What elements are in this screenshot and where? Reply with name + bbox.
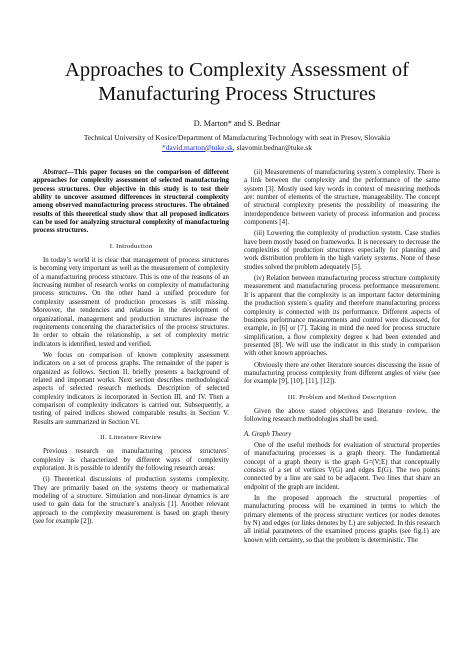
right-column (244, 168, 440, 547)
email-rest: , slavomir.bednar@tuke.sk (232, 142, 312, 152)
affiliation: Technical University of Kosice/Department of Manufacturing Technology with seat in Presov, Slovakia (83, 133, 391, 142)
paragraph: In today’s world it is clear that management of process structures is becoming very important as well as the measurement of complexity of a manufacturing process structure. This is one of the reasons of an increasing number of research works on complexity of manufacturing process structures. On the other hand a unified procedure for complexity assessment of production processes is still missing. Moreover, the tendencies and relations in the development of organizational, management and production structures increase the requirements concerning the characteristics of the process structures. In order to obtain the relationship, a set of complexity metric indicators is identified, tested and verified. (33, 256, 229, 348)
section-heading-method: III. Problem and Method Description (287, 393, 397, 401)
paper-title: Approaches to Complexity Assessment of Manufacturing Process Structures (65, 59, 409, 105)
paragraph: (iv) Relation between manufacturing process structure complexity measurement and manufacturing process performance measurement. It is apparent that the complexity is an important factor determining the production system`s quality and therefore manufacturing process complexity is connected with its performance. Different aspects of business performance measurements and control were discussed, for example, in [6] or [7]. Taking in mind the need for process structure simplification, a flow complexity degree κ had been extended and presented [8]. We will use the indicator in this study in comparison with other known approaches. (244, 274, 440, 358)
abstract-text: —This paper focuses on the comparison of different approaches for complexity assessment of selected manufacturing process structures. Our objective in this study is to test their ability to uncover assumed differences in structural complexity among observed manufacturing process structures. The obtained results of this theoretical study show that all proposed indicators can be used for analyzing structural complexity of manufacturing process structures. (33, 168, 229, 235)
emails (20, 143, 454, 153)
left-column (33, 168, 229, 528)
affiliation-block (20, 133, 454, 152)
paragraph: Previous research on manufacturing process structures` complexity is characterized by different ways of complexity exploration. It is possible to identify the following research areas: (33, 447, 229, 472)
authors: D. Marton* and S. Bednar (193, 119, 281, 128)
paragraph: Given the above stated objectives and literature review, the following research methodologies shall be used. (244, 406, 440, 424)
paragraph: (iii) Lowering the complexity of production system. Case studies have been mostly based on frameworks. It is necessary to decrease the complexities of production structures especially for planning and work distribution problem in the high variety systems. None of these studies solved the problem adequately [5]. (244, 229, 440, 271)
abstract (33, 168, 229, 235)
paragraph: In the proposed approach the structural properties of manufacturing process will be examined in terms to which the primary elements of the process structure: vertices (or nodes denotes by N) and edges (or links denotes by L) are subjected. In this research all initial parameters of the examined process graphs (see fig.1) are known with certainty, so that the problem is deterministic. The (244, 494, 440, 544)
paragraph: One of the useful methods for evaluation of structural properties of manufacturing processes is a graph theory. The fundamental concept of a graph theory is the graph G=(V;E) that conceptually consists of a set of vertices V(G) and edges E(G). The two points connected by a line are said to be adjacent. Two lines that share an endpoint of the graph are incident. (244, 440, 440, 491)
paragraph: (ii) Measurements of manufacturing system`s complexity. There is a link between the complexity and the performance of the same system [3]. Mostly used key words in context of measuring methods are: number of elements of the structure, manageability. The concept of structural complexity presents the possibility of measuring the interdependence between variety of process information and process components [4]. (244, 168, 440, 227)
paragraph: (i) Theoretical discussions of production systems complexity. They are primarily based on the systems theory or mathematical modeling of a structure. Simulation and non-linear dynamics is are used to gain data for the structure`s analysis [1]. Another relevant approach to the complexity measurement is based on graph theory (see for example [2]). (33, 475, 229, 526)
abstract-label: Abstract (43, 168, 67, 176)
email-link[interactable]: *david.marton@tuke.sk (162, 142, 233, 152)
paragraph: Obviously there are other literature sources discussing the issue of manufacturing process complexity from different angles of view (see for example [9], [10], [11], [12]). (244, 360, 440, 386)
paragraph: We focus on comparison of known complexity assessment indicators on a set of process graphs. The remainder of the paper is organized as follows. Section II. briefly presents a background of related and important works. Next section describes methodological aspects of selected research methods. Description of selected complexity indicators is incorporated in Section III. and IV. Then a comparison of complexity indicators is carried out. Subsequently, a testing of paired indices showed comparable results in Section V. Results are summarized in Section VI. (33, 350, 229, 426)
section-heading-literature-review: II. Literature Review (100, 433, 162, 441)
subsection-heading-graph-theory: A. Graph Theory (244, 429, 292, 438)
section-heading-introduction: I. Introduction (109, 242, 153, 250)
